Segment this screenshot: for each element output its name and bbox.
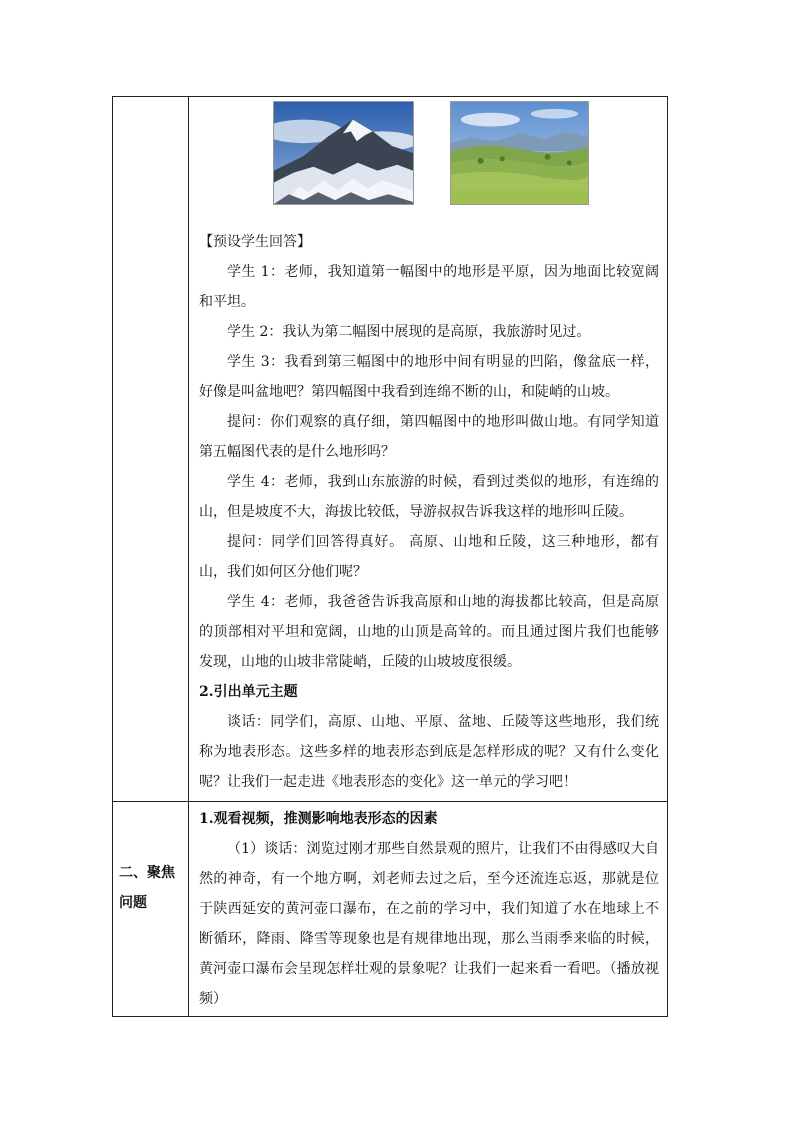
mountain-photo bbox=[273, 101, 414, 205]
plain-photo bbox=[450, 101, 589, 205]
answer-paragraph: 学生 1：老师，我知道第一幅图中的地形是平原，因为地面比较宽阔和平坦。 bbox=[199, 264, 659, 310]
section-label-cell bbox=[113, 97, 189, 801]
answer-paragraph: 学生 2：我认为第二幅图中展现的是高原，我旅游时见过。 bbox=[227, 324, 591, 340]
subheading: 2.引出单元主题 bbox=[199, 684, 298, 700]
table-row bbox=[113, 97, 667, 801]
answer-paragraph: 学生 4：老师，我到山东旅游的时候，看到过类似的地形，有连绵的山，但是坡度不大，海拔比较低，导游叔叔告诉我这样的地形叫丘陵。 bbox=[199, 474, 659, 520]
content-cell bbox=[189, 802, 667, 1016]
question-paragraph: 提问：同学们回答得真好。 高原、山地和丘陵，这三种地形，都有山，我们如何区分他们呢？ bbox=[199, 534, 659, 580]
answer-paragraph: 学生 3：我看到第三幅图中的地形中间有明显的凹陷，像盆底一样，好像是叫盆地吧？第四幅图中我看到连绵不断的山，和陡峭的山坡。 bbox=[199, 354, 659, 400]
talk-paragraph: 谈话：同学们，高原、山地、平原、盆地、丘陵等这些地形，我们统称为地表形态。这些多样的地表形态到底是怎样形成的呢？又有什么变化呢？让我们一起走进《地表形态的变化》这一单元的学习吧！ bbox=[199, 714, 659, 790]
talk-paragraph: （1）谈话：浏览过刚才那些自然景观的照片，让我们不由得感叹大自然的神奇，有一个地方啊，刘老师去过之后，至今还流连忘返，那就是位于陕西延安的黄河壶口瀑布，在之前的学习中，我们知道了水在地球上不断循环，降雨、降雪等现象也是有规律地出现，那么当雨季来临的时候，黄河壶口瀑布会呈现怎样壮观的景象呢？让我们一起来看一看吧。（播放视频） bbox=[199, 841, 659, 1007]
section-label: 二、聚焦问题 bbox=[119, 865, 175, 911]
image-row bbox=[199, 101, 659, 205]
lesson-table bbox=[112, 96, 668, 1017]
table-row bbox=[113, 801, 667, 1016]
content-cell bbox=[189, 97, 667, 801]
section-label-cell bbox=[113, 802, 189, 1016]
preset-heading: 【预设学生回答】 bbox=[199, 234, 311, 250]
answer-paragraph: 学生 4：老师，我爸爸告诉我高原和山地的海拔都比较高，但是高原的顶部相对平坦和宽阔，山地的山顶是高耸的。而且通过图片我们也能够发现，山地的山坡非常陡峭，丘陵的山坡坡度很缓。 bbox=[199, 594, 659, 670]
subheading: 1.观看视频，推测影响地表形态的因素 bbox=[199, 811, 438, 827]
question-paragraph: 提问：你们观察的真仔细，第四幅图中的地形叫做山地。有同学知道第五幅图代表的是什么地形吗？ bbox=[199, 414, 659, 460]
